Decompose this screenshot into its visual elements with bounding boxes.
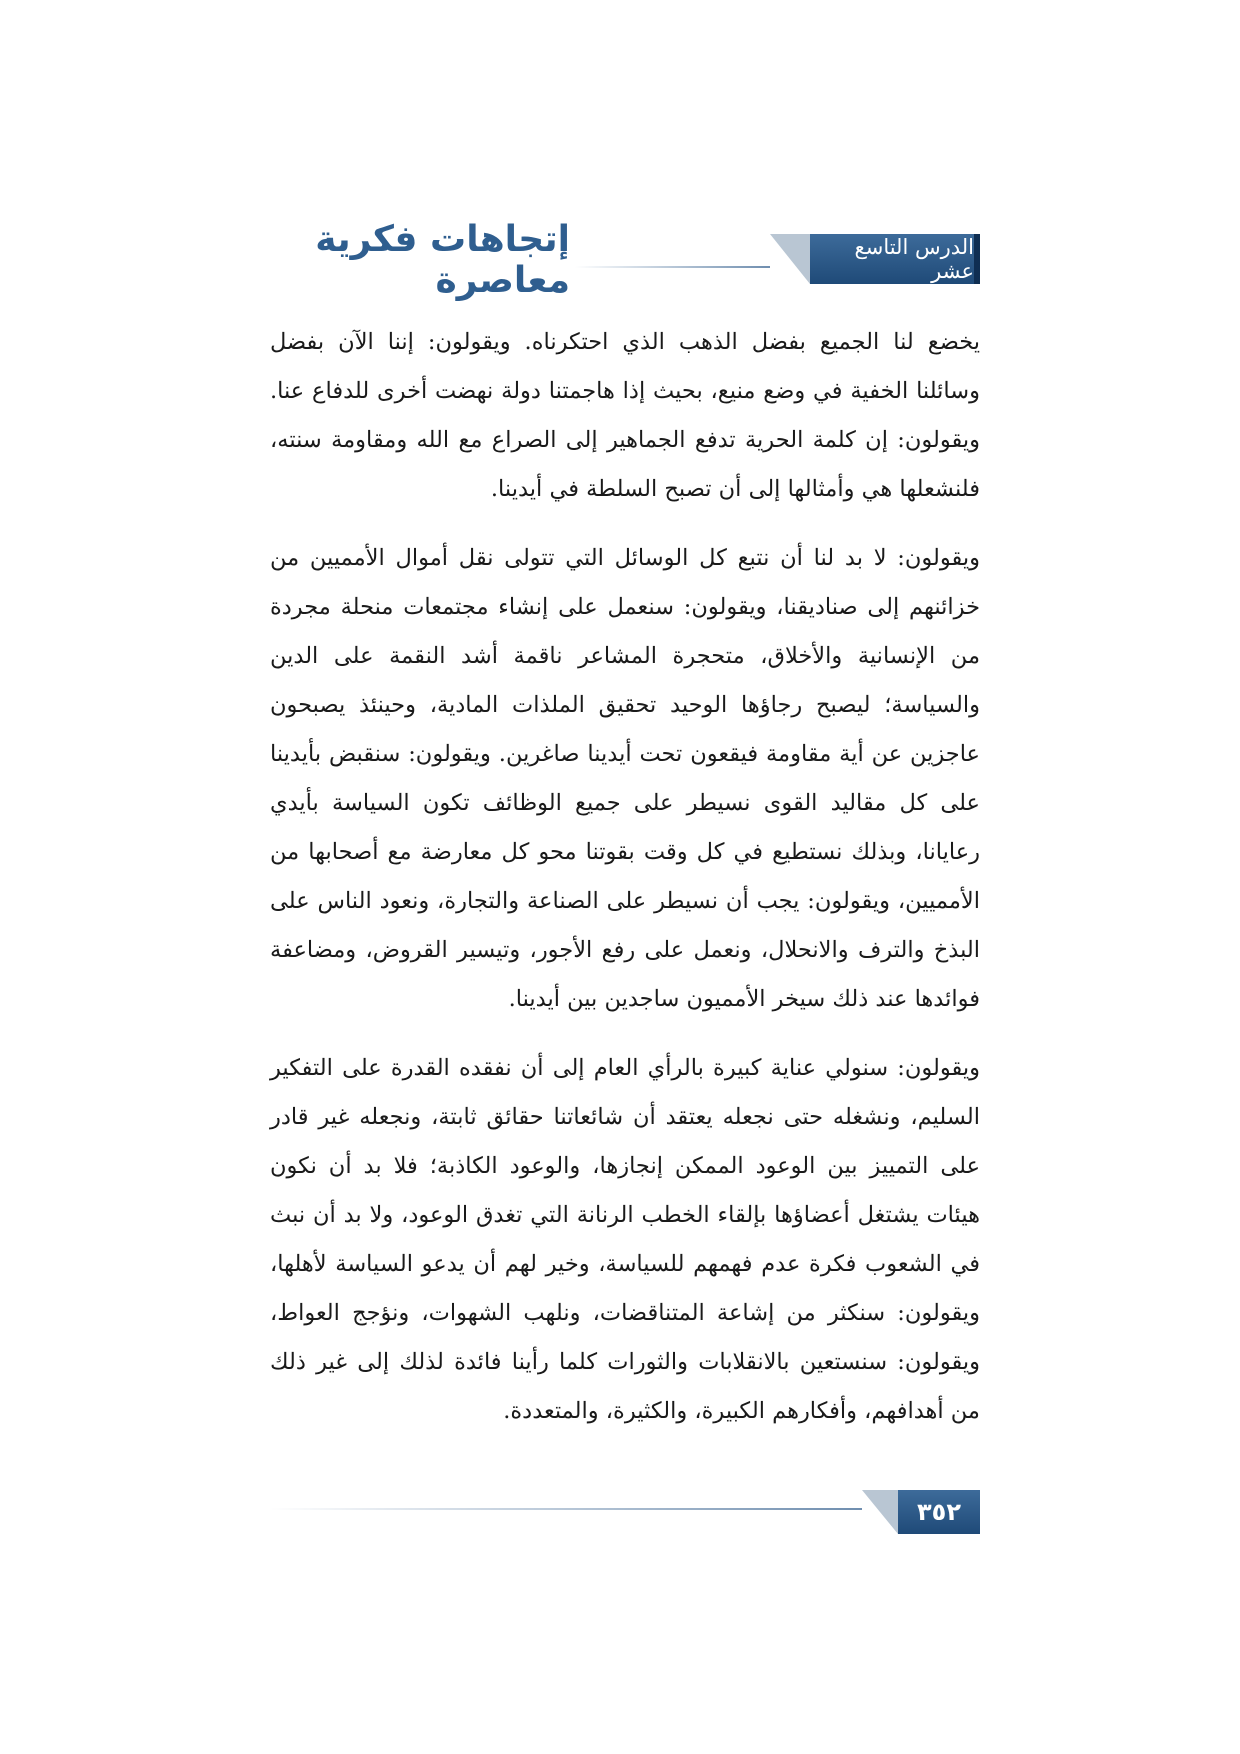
badge-tail-decoration [770,234,810,284]
paragraph-3: ويقولون: سنولي عناية كبيرة بالرأي العام إلى أن نفقده القدرة على التفكير السليم، ونشغله حتى نجعله يعتقد أن شائعاتنا حقائق ثابتة، ونجعله غير قادر على التمييز بين الوعود الممكن إنجازها، والوعود الكاذبة؛ فلا بد أن نكون هيئات يشتغل أعضاؤها بإلقاء الخطب الرنانة التي تغدق الوعود، ولا بد أن نبث في الشعوب فكرة عدم فهمهم للسياسة، وخير لهم أن يدعو السياسة لأهلها، ويقولون: سنكثر من إشاعة المتناقضات، ونلهب الشهوات، ونؤجج العواط، ويقولون: سنستعين بالانقلابات والثورات كلما رأينا فائدة لذلك إلى غير ذلك من أهدافهم، وأفكارهم الكبيرة، والكثيرة، والمتعددة. [270,1055,980,1424]
book-title: إتجاهات فكرية معاصرة [315,219,570,301]
page-header [270,219,980,301]
paragraph-1: يخضع لنا الجميع بفضل الذهب الذي احتكرناه. ويقولون: إننا الآن بفضل وسائلنا الخفية في وضع منيع، بحيث إذا هاجمتنا دولة نهضت أخرى للدفاع عنا. ويقولون: إن كلمة الحرية تدفع الجماهير إلى الصراع مع الله ومقاومة سنته، فلنشعلها هي وأمثالها إلى أن تصبح السلطة في أيدينا. [270,329,980,502]
lesson-badge: الدرس التاسع عشر [810,234,980,284]
page-number: ٣٥٢ [898,1490,980,1534]
footer-divider [270,1508,862,1510]
footer-tail-decoration [862,1490,898,1534]
body-text [270,318,980,1436]
page-footer [270,1490,980,1540]
header-divider [575,266,770,268]
paragraph-2: ويقولون: لا بد لنا أن نتبع كل الوسائل التي تتولى نقل أموال الأمميين من خزائنهم إلى صناديقنا، ويقولون: سنعمل على إنشاء مجتمعات منحلة مجردة من الإنسانية والأخلاق، متحجرة المشاعر ناقمة أشد النقمة على الدين والسياسة؛ ليصبح رجاؤها الوحيد تحقيق الملذات المادية، وحينئذ يصبحون عاجزين عن أية مقاومة فيقعون تحت أيدينا صاغرين. ويقولون: سنقبض بأيدينا على كل مقاليد القوى نسيطر على جميع الوظائف تكون السياسة بأيدي رعايانا، وبذلك نستطيع في كل وقت بقوتنا محو كل معارضة مع أصحابها من الأمميين، ويقولون: يجب أن نسيطر على الصناعة والتجارة، ونعود الناس على البذخ والترف والانحلال، ونعمل على رفع الأجور، وتيسير القروض، ومضاعفة فوائدها عند ذلك سيخر الأمميون ساجدين بين أيدينا. [270,545,980,1012]
